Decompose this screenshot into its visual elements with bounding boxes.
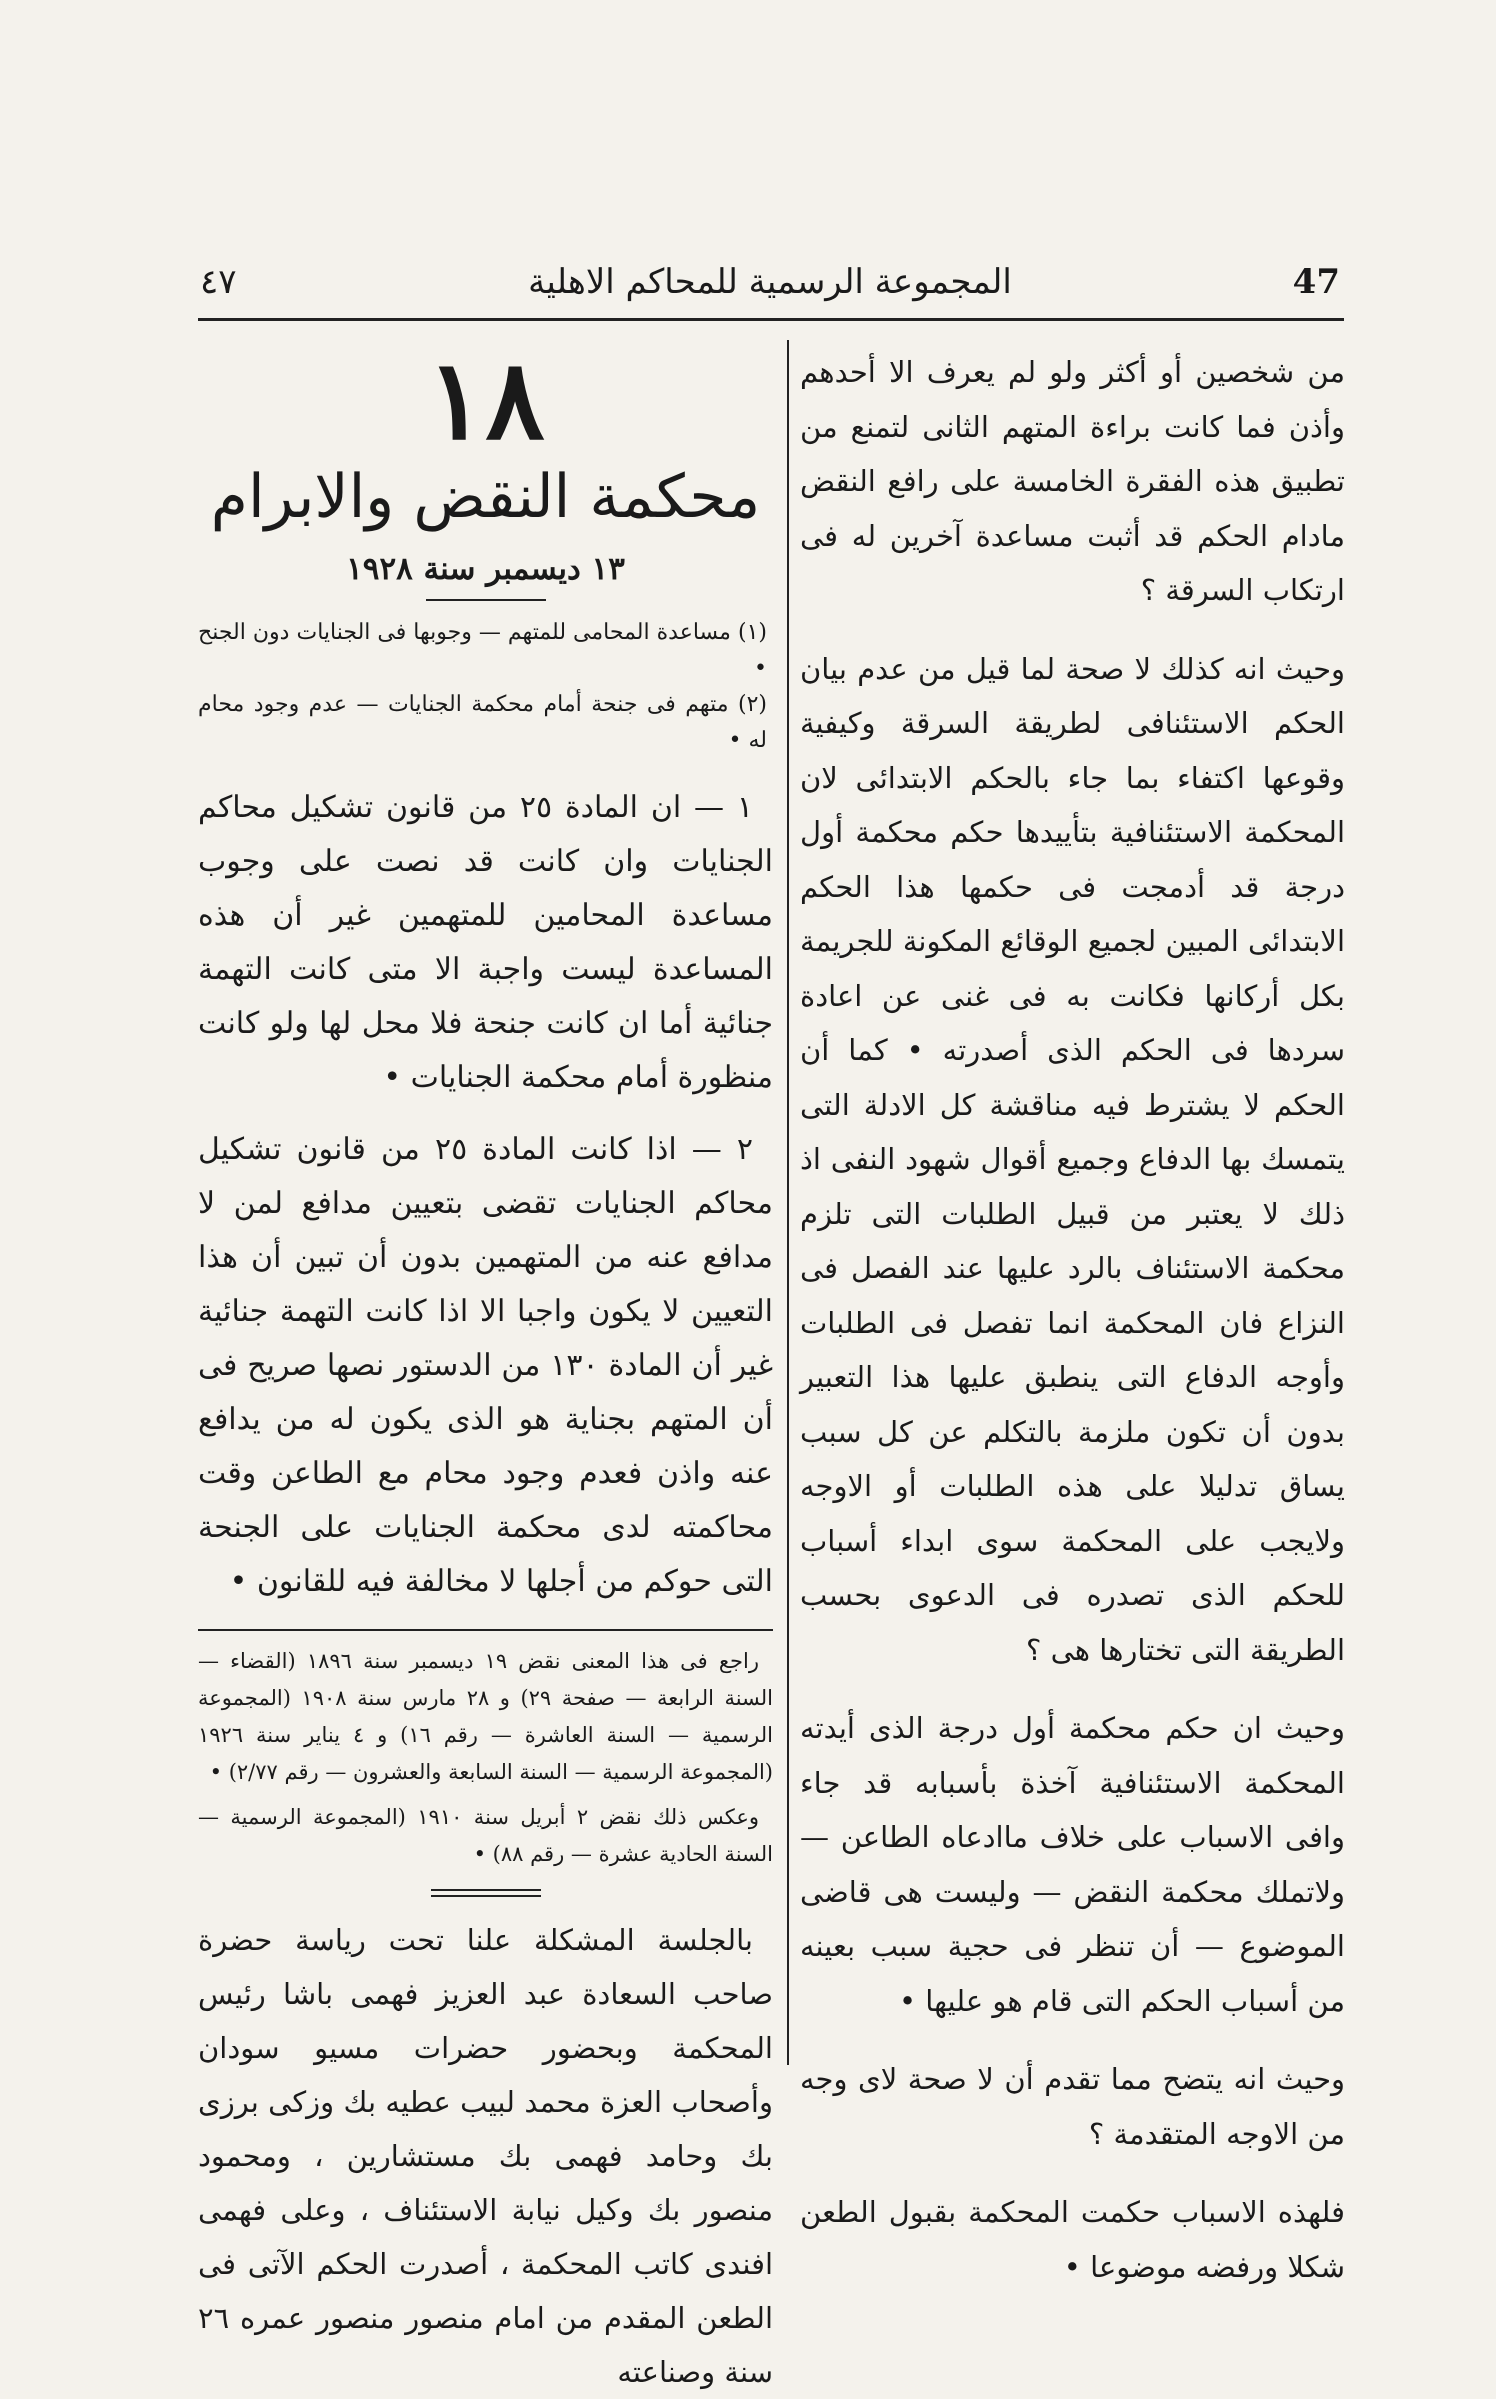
left-column [198,335,774,2399]
paragraph: وحيث ان حكم محكمة أول درجة الذى أيدته المحكمة الاستئنافية آخذة بأسبابه قد جاء وافى الاسباب على خلاف ماادعاه الطاعن — ولاتملك محكمة النقض — وليست هى قاضى الموضوع — أن تنظر فى حجية سبب بعينه من أسباب الحكم التى قام هو عليها • [800,1711,1345,2018]
page-number-arabic: ٤٧ [200,262,237,302]
summary-item: (١) مساعدة المحامى للمتهم — وجوبها فى الجنايات دون الجنح • [198,620,767,681]
note: راجع فى هذا المعنى نقض ١٩ ديسمبر سنة ١٨٩٦ (القضاء — السنة الرابعة — صفحة ٢٩) و ٢٨ مارس سنة ١٩٠٨ (المجموعة الرسمية — السنة العاشرة — رقم ١٦) و ٤ يناير سنة ١٩٢٦ (المجموعة الرسمية — السنة السابعة والعشرون — رقم ٢/٧٧) • [198,1649,774,1784]
reference-notes [198,1643,773,1873]
right-column [800,345,1345,2294]
notes-rule [198,1629,773,1631]
legal-principles [198,781,773,1609]
running-header [200,262,1340,312]
column-divider [787,340,789,2065]
case-number: ١٨ [426,335,545,464]
journal-title: المجموعة الرسمية للمحاكم الاهلية [528,262,1012,302]
paragraph: وحيث انه كذلك لا صحة لما قيل من عدم بيان الحكم الاستئنافى لطريقة السرقة وكيفية وقوعها اكتفاء بما جاء بالحكم الابتدائى لان المحكمة الاستئنافية بتأييدها حكم محكمة أول درجة قد أدمجت فى حكمها هذا الحكم الابتدائى المبين لجميع الوقائع المكونة للجريمة بكل أركانها فكانت به فى غنى عن اعادة سردها فى الحكم الذى أصدرته • كما أن الحكم لا يشترط فيه مناقشة كل الادلة التى يتمسك بها الدفاع وجميع أقوال شهود النفى اذ ذلك لا يعتبر من قبيل الطلبات التى تلزم محكمة الاستئناف بالرد عليها عند الفصل فى النزاع فان المحكمة انما تفصل فى الطلبات وأوجه الدفاع التى ينطبق عليها هذا التعبير بدون أن تكون ملزمة بالتكلم عن كل سبب يساق تدليلا على هذه الطلبات أو الاوجه ولايجب على المحكمة سوى ابداء أسباب للحكم الذى تصدره فى الدعوى بحسب الطريقة التى تختارها هى ؟ [800,651,1345,1667]
principle: ٢ — اذا كانت المادة ٢٥ من قانون تشكيل محاكم الجنايات تقضى بتعيين مدافع لمن لا مدافع عنه من المتهمين بدون أن تبين أن هذا التعيين لا يكون واجبا الا اذا كانت التهمة جنائية غير أن المادة ١٣٠ من الدستور نصها صريح فى أن المتهم بجناية هو الذى يكون له من يدافع عنه واذن فعدم وجود محام مع الطاعن وقت محاكمته لدى محكمة الجنايات على الجنحة التى حوكم من أجلها لا مخالفة فيه للقانون • [198,1132,774,1599]
header-rule [198,318,1344,321]
note: وعكس ذلك نقض ٢ أبريل سنة ١٩١٠ (المجموعة الرسمية — السنة الحادية عشرة — رقم ٨٨) • [198,1805,773,1866]
principle: ١ — ان المادة ٢٥ من قانون تشكيل محاكم الجنايات وان كانت قد نصت على وجوب مساعدة المحامين للمتهمين غير أن هذه المساعدة ليست واجبة الا متى كانت التهمة جنائية أما ان كانت جنحة فلا محل لها ولو كانت منظورة أمام محكمة الجنايات • [198,790,773,1095]
paragraph: من شخصين أو أكثر ولو لم يعرف الا أحدهم وأذن فما كانت براءة المتهم الثانى لتمنع من تطبيق هذه الفقرة الخامسة على رافع النقض مادام الحكم قد أثبت مساعدة آخرين له فى ارتكاب السرقة ؟ [800,355,1345,607]
date-rule [426,599,546,601]
court-name: محكمة النقض والابرام [210,462,761,532]
verdict-paragraph: فلهذه الاسباب حكمت المحكمة بقبول الطعن شكلا ورفضه موضوعا • [800,2195,1345,2284]
section-separator [431,1889,541,1897]
page-number-latin: 47 [1292,262,1340,302]
decision-date: ١٣ ديسمبر سنة ١٩٢٨ [346,551,625,587]
summary-item: (٢) متهم فى جنحة أمام محكمة الجنايات — عدم وجود محام له • [198,692,767,753]
paragraph: وحيث انه يتضح مما تقدم أن لا صحة لاى وجه من الاوجه المتقدمة ؟ [800,2062,1345,2151]
session-paragraph: بالجلسة المشكلة علنا تحت رياسة حضرة صاحب السعادة عبد العزيز فهمى باشا رئيس المحكمة وبحضور حضرات مسيو سودان وأصحاب العزة محمد لبيب عطيه بك وزكى برزى بك وحامد فهمى بك مستشارين ، ومحمود منصور بك وكيل نيابة الاستئناف ، وعلى فهمى افندى كاتب المحكمة ، أصدرت الحكم الآتى فى الطعن المقدم من امام منصور منصور عمره ٢٦ سنة وصناعته [198,1923,773,2389]
